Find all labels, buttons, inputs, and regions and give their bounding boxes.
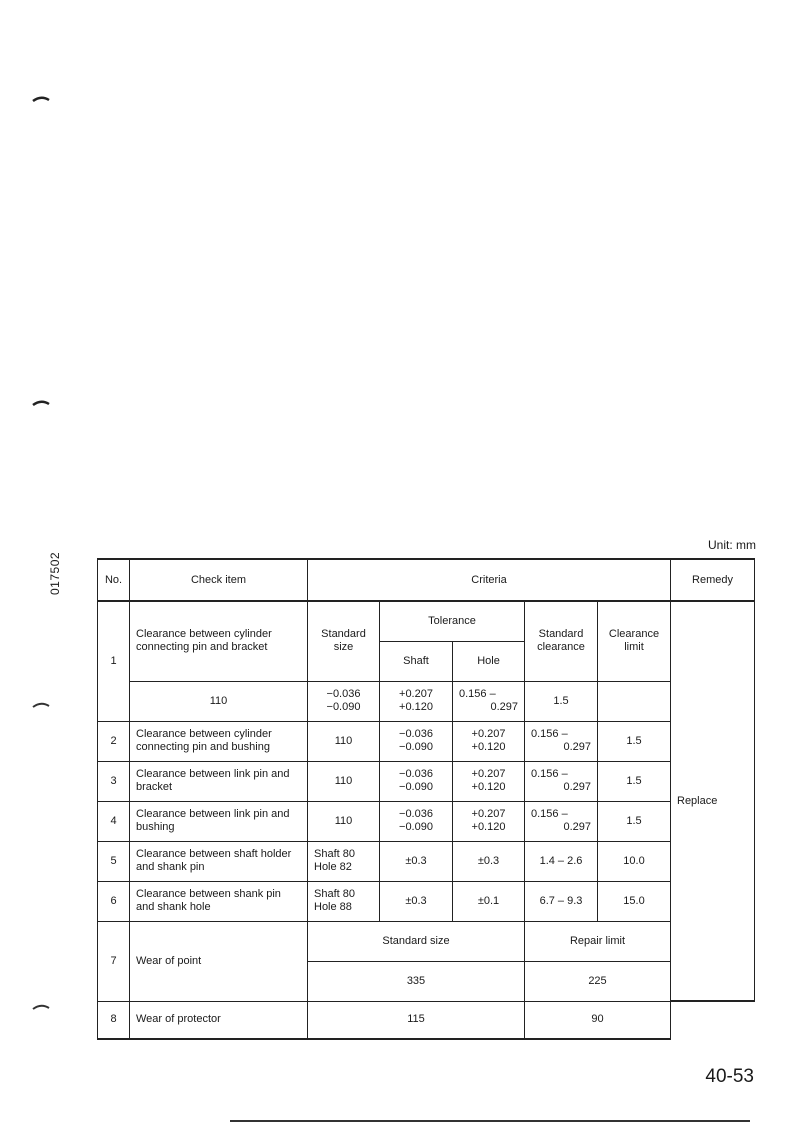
clearance-limit: 10.0 — [598, 841, 671, 881]
standard-size: 110 — [308, 761, 380, 801]
standard-size: 110 — [308, 721, 380, 761]
hole-tolerance-lower: +0.120 — [471, 781, 506, 793]
shaft-tolerance: ±0.3 — [380, 881, 453, 921]
hole-size: Hole 82 — [314, 861, 352, 873]
shaft-tolerance-lower: −0.090 — [399, 741, 433, 753]
punch-hole-mark — [32, 1004, 50, 1010]
clearance-limit: 1.5 — [525, 681, 598, 721]
shaft-tolerance-lower: −0.090 — [399, 781, 433, 793]
hole-tolerance: ±0.3 — [453, 841, 525, 881]
standard-clearance-max: 0.297 — [563, 741, 591, 753]
row-no: 6 — [98, 881, 130, 921]
check-item: Clearance between shank pin and shank hole — [130, 881, 308, 921]
row-no: 1 — [98, 601, 130, 721]
check-item: Clearance between cylinder connecting pin and bushing — [130, 721, 308, 761]
standard-clearance-header: Standard clearance — [525, 601, 598, 681]
shaft-tolerance: ±0.3 — [380, 841, 453, 881]
standard-size-header: Standard size — [308, 921, 525, 961]
punch-hole-mark — [32, 96, 50, 102]
document-code: 017502 — [48, 551, 62, 595]
standard-clearance-min: 0.156 – — [459, 688, 496, 700]
row-no: 3 — [98, 761, 130, 801]
tolerance-header: Tolerance — [380, 601, 525, 641]
shaft-tolerance-upper: −0.036 — [326, 688, 361, 700]
shaft-tolerance-upper: −0.036 — [399, 808, 433, 820]
standard-size: 110 — [308, 801, 380, 841]
hole-header: Hole — [453, 641, 525, 681]
standard-size: 110 — [130, 681, 308, 721]
hole-size: Hole 88 — [314, 901, 352, 913]
clearance-limit: 1.5 — [598, 761, 671, 801]
check-item: Clearance between shaft holder and shank pin — [130, 841, 308, 881]
criteria-table — [97, 558, 755, 1040]
shaft-tolerance-lower: −0.090 — [326, 701, 361, 713]
clearance-limit: 15.0 — [598, 881, 671, 921]
remedy-cell: Replace — [671, 601, 755, 1001]
repair-limit: 90 — [525, 1001, 671, 1039]
hole-tolerance-lower: +0.120 — [471, 821, 506, 833]
standard-clearance: 1.4 – 2.6 — [525, 841, 598, 881]
hole-tolerance-upper: +0.207 — [471, 728, 506, 740]
standard-clearance-max: 0.297 — [563, 821, 591, 833]
header-check-item: Check item — [130, 559, 308, 601]
standard-clearance-max: 0.297 — [563, 781, 591, 793]
check-item: Clearance between cylinder connecting pin and bracket — [130, 601, 308, 681]
standard-size: 115 — [308, 1001, 525, 1039]
clearance-limit-header: Clearance limit — [598, 601, 671, 681]
header-criteria: Criteria — [308, 559, 671, 601]
hole-tolerance-upper: +0.207 — [471, 808, 506, 820]
header-no: No. — [98, 559, 130, 601]
check-item: Clearance between link pin and bushing — [130, 801, 308, 841]
check-item: Wear of protector — [130, 1001, 308, 1039]
repair-limit-header: Repair limit — [525, 921, 671, 961]
bottom-rule — [230, 1120, 750, 1122]
shaft-header: Shaft — [380, 641, 453, 681]
check-item: Wear of point — [130, 921, 308, 1001]
punch-hole-mark — [32, 400, 50, 406]
hole-tolerance-lower: +0.120 — [399, 701, 433, 713]
unit-label: Unit: mm — [708, 538, 756, 552]
page-number: 40-53 — [705, 1066, 754, 1087]
row-no: 5 — [98, 841, 130, 881]
standard-clearance-min: 0.156 – — [531, 768, 568, 780]
punch-hole-mark — [32, 702, 50, 708]
shaft-size: Shaft 80 — [314, 848, 355, 860]
shaft-tolerance-upper: −0.036 — [399, 768, 433, 780]
standard-clearance-min: 0.156 – — [531, 808, 568, 820]
row-no: 8 — [98, 1001, 130, 1039]
standard-clearance-min: 0.156 – — [531, 728, 568, 740]
clearance-limit: 1.5 — [598, 721, 671, 761]
hole-tolerance-lower: +0.120 — [471, 741, 506, 753]
standard-clearance-max: 0.297 — [490, 701, 518, 713]
row-no: 7 — [98, 921, 130, 1001]
shaft-size: Shaft 80 — [314, 888, 355, 900]
header-remedy: Remedy — [671, 559, 755, 601]
standard-clearance: 6.7 – 9.3 — [525, 881, 598, 921]
check-item: Clearance between link pin and bracket — [130, 761, 308, 801]
row-no: 4 — [98, 801, 130, 841]
hole-tolerance-upper: +0.207 — [399, 688, 433, 700]
hole-tolerance: ±0.1 — [453, 881, 525, 921]
repair-limit: 225 — [525, 961, 671, 1001]
row-no: 2 — [98, 721, 130, 761]
shaft-tolerance-lower: −0.090 — [399, 821, 433, 833]
shaft-tolerance-upper: −0.036 — [399, 728, 433, 740]
standard-size-header: Standard size — [308, 601, 380, 681]
clearance-limit: 1.5 — [598, 801, 671, 841]
standard-size: 335 — [308, 961, 525, 1001]
hole-tolerance-upper: +0.207 — [471, 768, 506, 780]
